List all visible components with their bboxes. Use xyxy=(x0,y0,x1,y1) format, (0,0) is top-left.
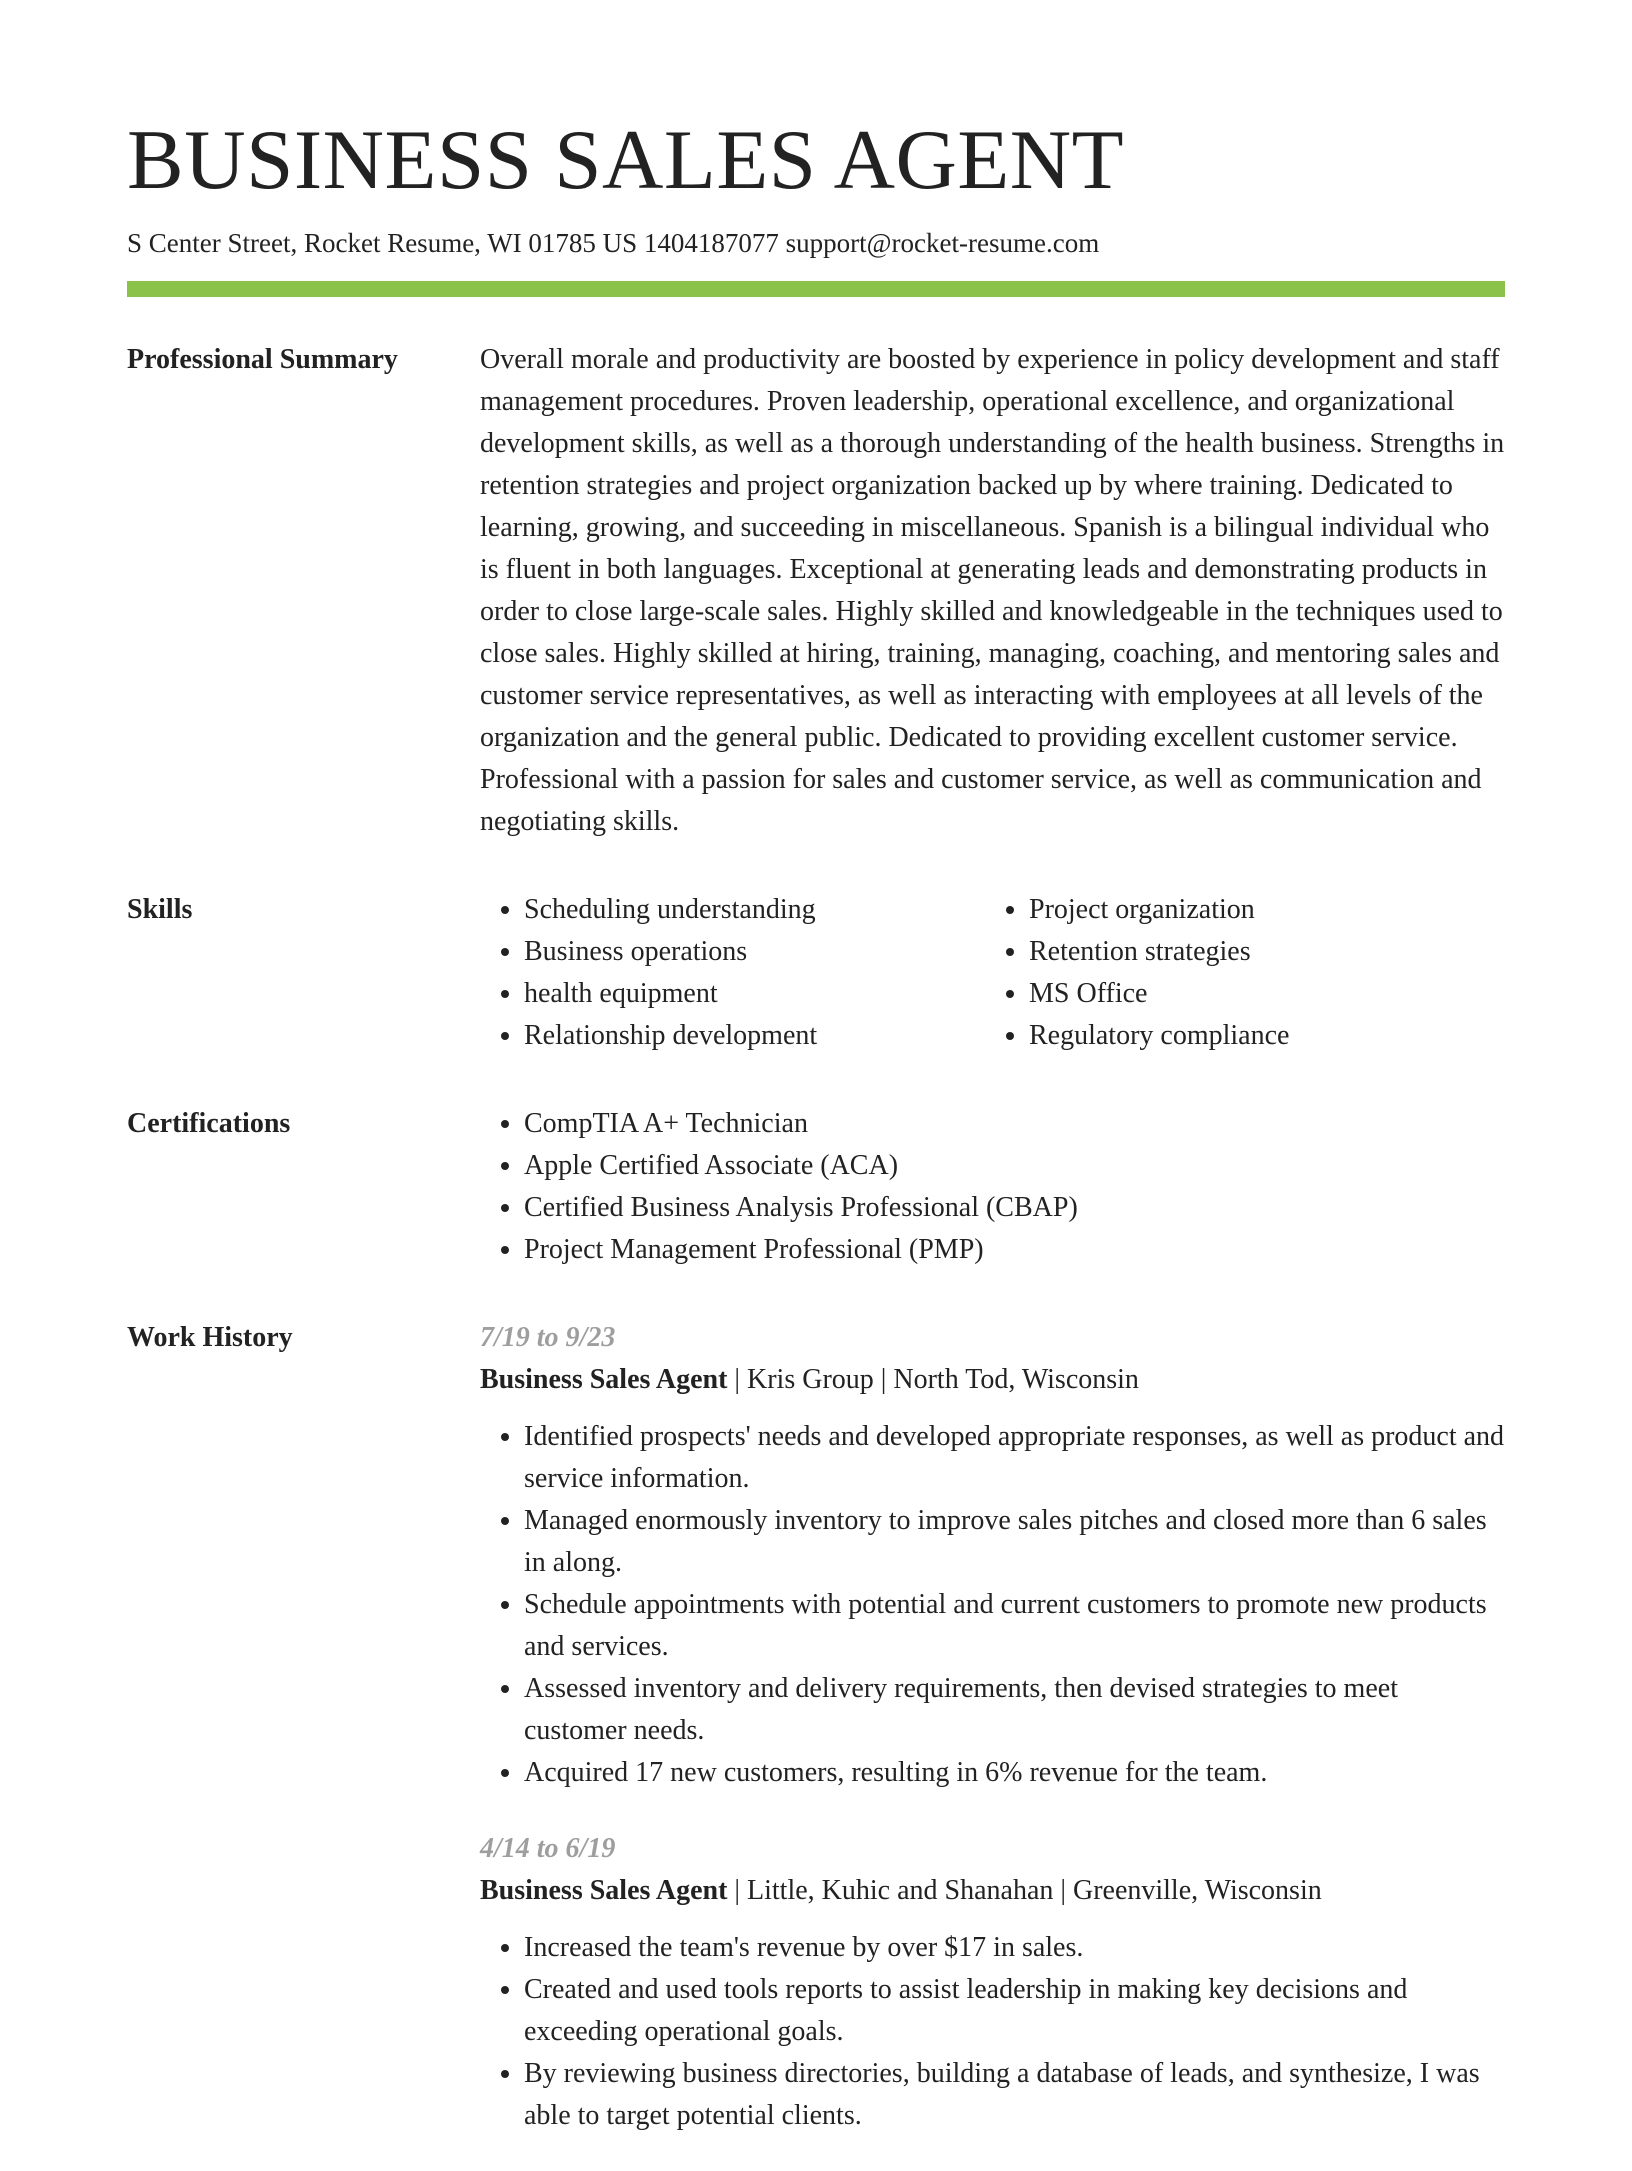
candidate-name: BUSINESS SALES AGENT xyxy=(127,113,1125,207)
contact-line: S Center Street, Rocket Resume, WI 01785 US 1404187077 support@rocket-resume.com xyxy=(127,228,1100,258)
job-title: Business Sales Agent xyxy=(480,1364,728,1396)
certification-item: • Project Management Professional (PMP) xyxy=(524,1229,1505,1271)
job-bullet: • Created and used tools reports to assist leadership in making key decisions and exceeding operational goals. xyxy=(524,1969,1505,2053)
job-header xyxy=(480,1870,1505,1912)
job-bullet: • Identified prospects' needs and developed appropriate responses, as well as product and service information. xyxy=(524,1416,1505,1500)
job-bullet: • Assessed inventory and delivery requirements, then devised strategies to meet customer needs. xyxy=(524,1668,1505,1752)
job-dates: 4/14 to 6/19 xyxy=(480,1833,616,1865)
job-details: | Kris Group | North Tod, Wisconsin xyxy=(727,1364,1139,1396)
job-header xyxy=(480,1359,1505,1401)
skills-section xyxy=(127,889,1505,1057)
summary-heading: Professional Summary xyxy=(127,344,398,376)
skill-item: • Relationship development xyxy=(524,1015,985,1057)
job-bullet: • Acquired 17 new customers, resulting in 6% revenue for the team. xyxy=(524,1752,1505,1794)
skills-list-right xyxy=(985,889,1490,1057)
job-details: | Little, Kuhic and Shanahan | Greenville, Wisconsin xyxy=(727,1875,1322,1907)
skill-item: • Retention strategies xyxy=(1029,931,1490,973)
job-bullet: • By reviewing business directories, building a database of leads, and synthesize, I was able to target potential clients. xyxy=(524,2053,1505,2137)
work-history-heading: Work History xyxy=(127,1322,293,1354)
work-history-section xyxy=(127,1317,1505,2171)
certification-item: • CompTIA A+ Technician xyxy=(524,1103,1505,1145)
certifications-list xyxy=(480,1103,1505,1271)
job-entry xyxy=(480,1317,1505,1794)
certifications-section xyxy=(127,1103,1505,1271)
header-divider xyxy=(127,281,1505,297)
job-bullets xyxy=(480,1416,1505,1794)
skill-item: • Scheduling understanding xyxy=(524,889,985,931)
job-title: Business Sales Agent xyxy=(480,1875,728,1907)
skills-heading: Skills xyxy=(127,894,193,926)
skill-item: • MS Office xyxy=(1029,973,1490,1015)
certification-item: • Apple Certified Associate (ACA) xyxy=(524,1145,1505,1187)
job-dates: 7/19 to 9/23 xyxy=(480,1322,616,1354)
summary-section xyxy=(127,339,1505,843)
certifications-heading: Certifications xyxy=(127,1108,291,1140)
certification-item: • Certified Business Analysis Professional (CBAP) xyxy=(524,1187,1505,1229)
skills-list-left xyxy=(480,889,985,1057)
skill-item: • Business operations xyxy=(524,931,985,973)
skill-item: • Project organization xyxy=(1029,889,1490,931)
job-bullets xyxy=(480,1927,1505,2137)
job-entry xyxy=(480,1828,1505,2137)
skill-item: • Regulatory compliance xyxy=(1029,1015,1490,1057)
job-bullet: • Schedule appointments with potential and current customers to promote new products and services. xyxy=(524,1584,1505,1668)
skill-item: • health equipment xyxy=(524,973,985,1015)
summary-text: Overall morale and productivity are boosted by experience in policy development and staff management procedures. Proven leadership, operational excellence, and organizational development skills, as well as a thorough understanding of the health business. Strengths in retention strategies and project organization backed up by where training. Dedicated to learning, growing, and succeeding in miscellaneous. Spanish is a bilingual individual who is fluent in both languages. Exceptional at generating leads and demonstrating products in order to close large-scale sales. Highly skilled and knowledgeable in the techniques used to close sales. Highly skilled at hiring, training, managing, coaching, and mentoring sales and customer service representatives, as well as interacting with employees at all levels of the organization and the general public. Dedicated to providing excellent customer service. Professional with a passion for sales and customer service, as well as communication and negotiating skills. xyxy=(480,344,1505,838)
job-bullet: • Managed enormously inventory to improve sales pitches and closed more than 6 sales in along. xyxy=(524,1500,1505,1584)
resume-page xyxy=(127,113,1505,2171)
job-bullet: • Increased the team's revenue by over $17 in sales. xyxy=(524,1927,1505,1969)
